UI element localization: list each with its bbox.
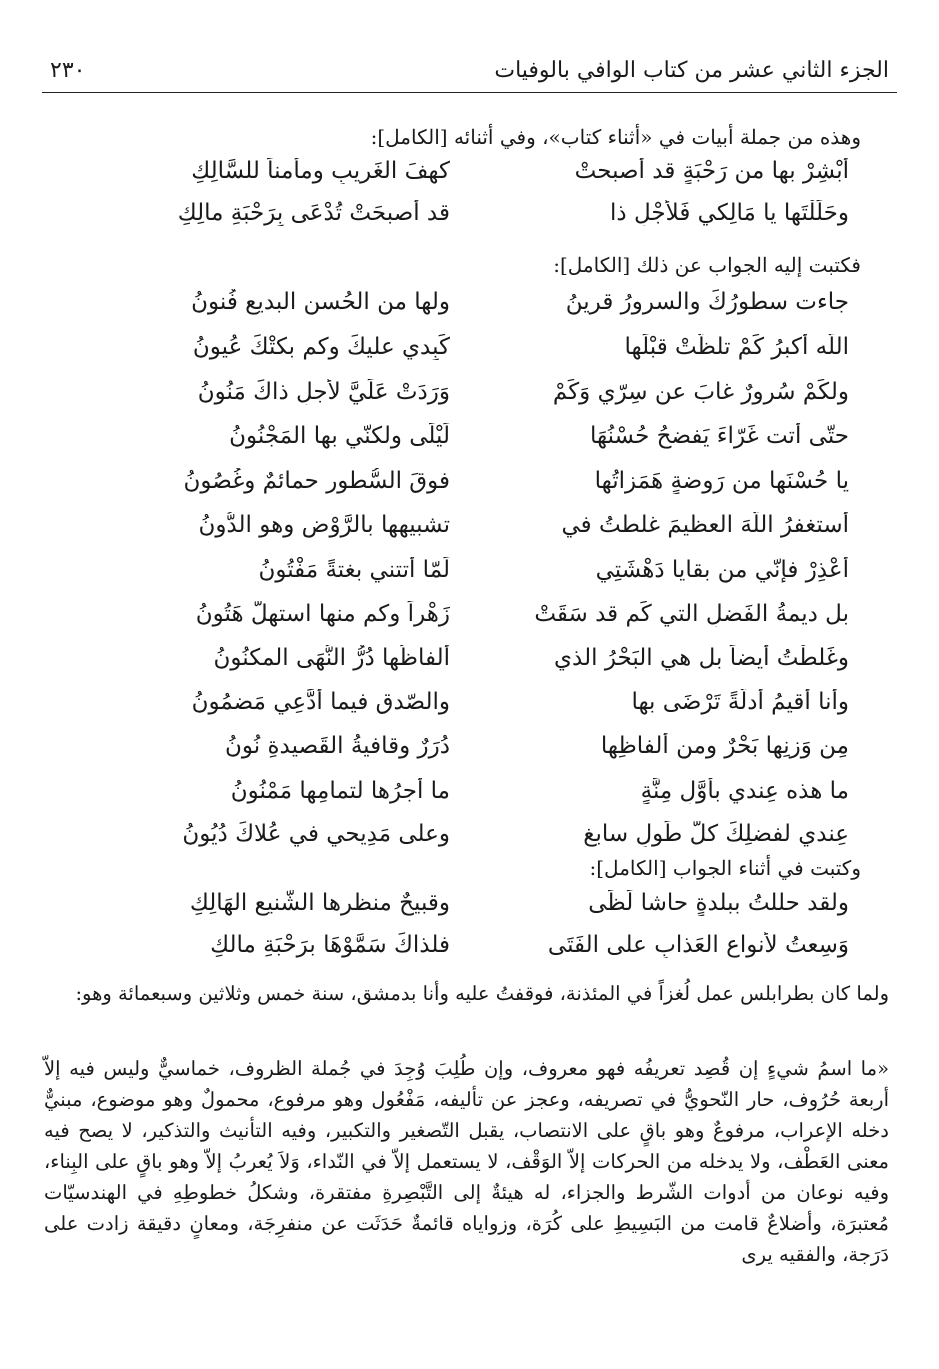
second-hemistich: وقبيحٌ منظرها الشَّنيعِ الهَالِكِ	[189, 890, 450, 916]
second-hemistich: كَبِدي عليكَ وكم بكتْكَ عُيونُ	[192, 334, 450, 360]
second-hemistich: كهفَ الغَريبِ ومأمناً للسَّالِكِ	[191, 158, 450, 184]
second-hemistich: وعلى مَدِيحي في عُلاكَ دُيُونُ	[182, 821, 450, 847]
first-hemistich: بل ديمةُ الفَضلِ التي كَم قد سَقَتْ	[534, 601, 849, 627]
first-hemistich: أبْشِرْ بها من رَحْبَةٍ قد أصبحتْ	[574, 158, 849, 184]
verse-row	[90, 932, 849, 974]
second-hemistich: فوقَ السُّطورِ حمائمٌ وغُصُونُ	[183, 468, 450, 494]
verse-row	[90, 645, 849, 687]
verse-row	[90, 379, 849, 421]
intro-line: فكتبت إليه الجواب عن ذلك [الكامل]:	[553, 253, 861, 277]
page-number: ٢٣٠	[50, 58, 86, 83]
second-hemistich: ما أجرُها لتمامِها مَمْنُونُ	[230, 778, 450, 804]
verse-row	[90, 778, 849, 820]
running-title: الجزء الثاني عشر من كتاب الوافي بالوفيات	[494, 58, 889, 83]
page-header	[42, 56, 897, 93]
prose-paragraph: ولما كان بطرابلس عمل لُغزاً في المئذنة، فوقفتُ عليه وأنا بدمشق، سنة خمس وثلاثين وسبعمائة وهو:	[75, 982, 889, 1005]
first-hemistich: يا حُسْنَها من رَوضةٍ هَمَزاتُها	[594, 468, 849, 494]
second-hemistich: تشبيهها بالرَّوْضِ وهو الدُّونُ	[198, 512, 450, 538]
second-hemistich: فلذاكَ سَمَّوْهَا برَحْبَةِ مالكِ	[210, 932, 450, 958]
verse-row	[90, 200, 849, 242]
first-hemistich: وغَلطْتُ أيضاً بل هي البَحْرُ الذي	[554, 645, 849, 671]
first-hemistich: حتّى أتت غَرّاءَ يَفضحُ حُسْنُهَا	[590, 423, 849, 449]
verse-row	[90, 689, 849, 731]
first-hemistich: جاءت سطورُكَ والسرورُ قرينُ	[565, 289, 849, 315]
second-hemistich: دُرَرٌ وقافيةُ القَصيدةِ نُونُ	[225, 733, 450, 759]
verse-row	[90, 423, 849, 465]
verse-row	[90, 334, 849, 376]
first-hemistich: عِندي لفضلِكَ كلُّ طَولٍ سابغٍ	[583, 821, 849, 847]
verse-row	[90, 601, 849, 643]
first-hemistich: ما هذه عِندي بأوَّلِ مِنَّةٍ	[640, 778, 849, 804]
verse-row	[90, 733, 849, 775]
verse-row	[90, 289, 849, 331]
intro-line: وكتبت في أثناء الجواب [الكامل]:	[589, 856, 861, 880]
first-hemistich: وأنا أُقيمُ أدلَّةً تَرْضَى بها	[631, 689, 849, 715]
second-hemistich: لَيْلَى ولكنّي بها المَجْنُونُ	[229, 423, 450, 449]
first-hemistich: وَسِعتُ لأنواعِ العَذابِ على الفَتَى	[547, 932, 849, 958]
verse-row	[90, 512, 849, 554]
riddle-paragraph: «ما اسمُ شيءٍ إن قُصِد تعريفُه فهو معروف، وإن طُلِبَ وُجِدَ في جُملة الظروف، خماسيٌّ وليس فيه إلاّ أربعة حُرُوف، حار النّحويُّ في تصريفه، وعجز عن تأليفه، مَفْعُول وهو مرفوع، محمولٌ وهو موضوع، مبنيٌّ دخله الإعراب، مرفوعٌ وهو باقٍ على الانتصاب، يقبل التّصغير والتكبير، وفيه التأنيث والتذكير، لا يصح فيه معنى العَطْف، ولا يدخله من الحركات إلاّ الوَقْف، لا يستعمل إلاّ في النّداء، وَلاَ يُعربُ إلاّ وهو باقٍ على البِناء، وفيه نوعان من أدوات الشّرط والجزاء، له هيئةٌ إلى التَّبْصِرةِ مفتقرة، وشكلُ خطوطِهِ في الهندسيّات مُعتبرَة، وأضلاعٌ قامت من البَسِيطِ على كُرَة، وزواياه قائمةٌ حَدَثَت عن منفرِجَة، ومعانٍ دقيقة زادت على دَرَجة، والفقيه يرى	[44, 1057, 889, 1266]
second-hemistich: والصّدقِ فيما أدَّعِي مَضمُونُ	[191, 689, 450, 715]
first-hemistich: وحَلَلْتَها يا مَالِكي فَلأَجْلِ ذا	[610, 200, 849, 226]
intro-line: وهذه من جملة أبيات في «أثناء كتاب»، وفي أثنائه [الكامل]:	[370, 125, 861, 149]
first-hemistich: مِن وَزنِها بَحْرٌ ومن ألفاظِها	[600, 733, 849, 759]
verse-row	[90, 158, 849, 200]
second-hemistich: وَرَدَتْ عَلَيَّ لأجلِ ذاكَ مَنُونُ	[197, 379, 450, 405]
first-hemistich: ولقد حللتُ ببلدةٍ حاشا لَظَى	[588, 890, 849, 916]
first-hemistich: أَعْذِرْ فإنّي من بقايا دَهْشَتِي	[595, 557, 849, 583]
first-hemistich: اللَّه أكبرُ كَمْ تلظَّتْ قبْلَها	[624, 334, 849, 360]
verse-row	[90, 890, 849, 932]
second-hemistich: لَمّا أتتني بغتةً مَفْتُونُ	[258, 557, 450, 583]
second-hemistich: ولها من الحُسنِ البديعِ فُنونُ	[191, 289, 450, 315]
first-hemistich: ولكَمْ سُرورٌ غابَ عن سِرّي وَكَمْ	[552, 379, 849, 405]
verse-row	[90, 468, 849, 510]
first-hemistich: أستغفرُ اللّهَ العظيمَ غلطتُ في	[561, 512, 849, 538]
second-hemistich: ألفاظُها دُرُّ النُّهَى المكنُونُ	[213, 645, 450, 671]
second-hemistich: قد أصبحَتْ تُدْعَى بِرَحْبَةِ مالِكِ	[177, 200, 450, 226]
second-hemistich: زَهْراً وكم منها استهلَّ هَتُونُ	[195, 601, 450, 627]
verse-row	[90, 557, 849, 599]
